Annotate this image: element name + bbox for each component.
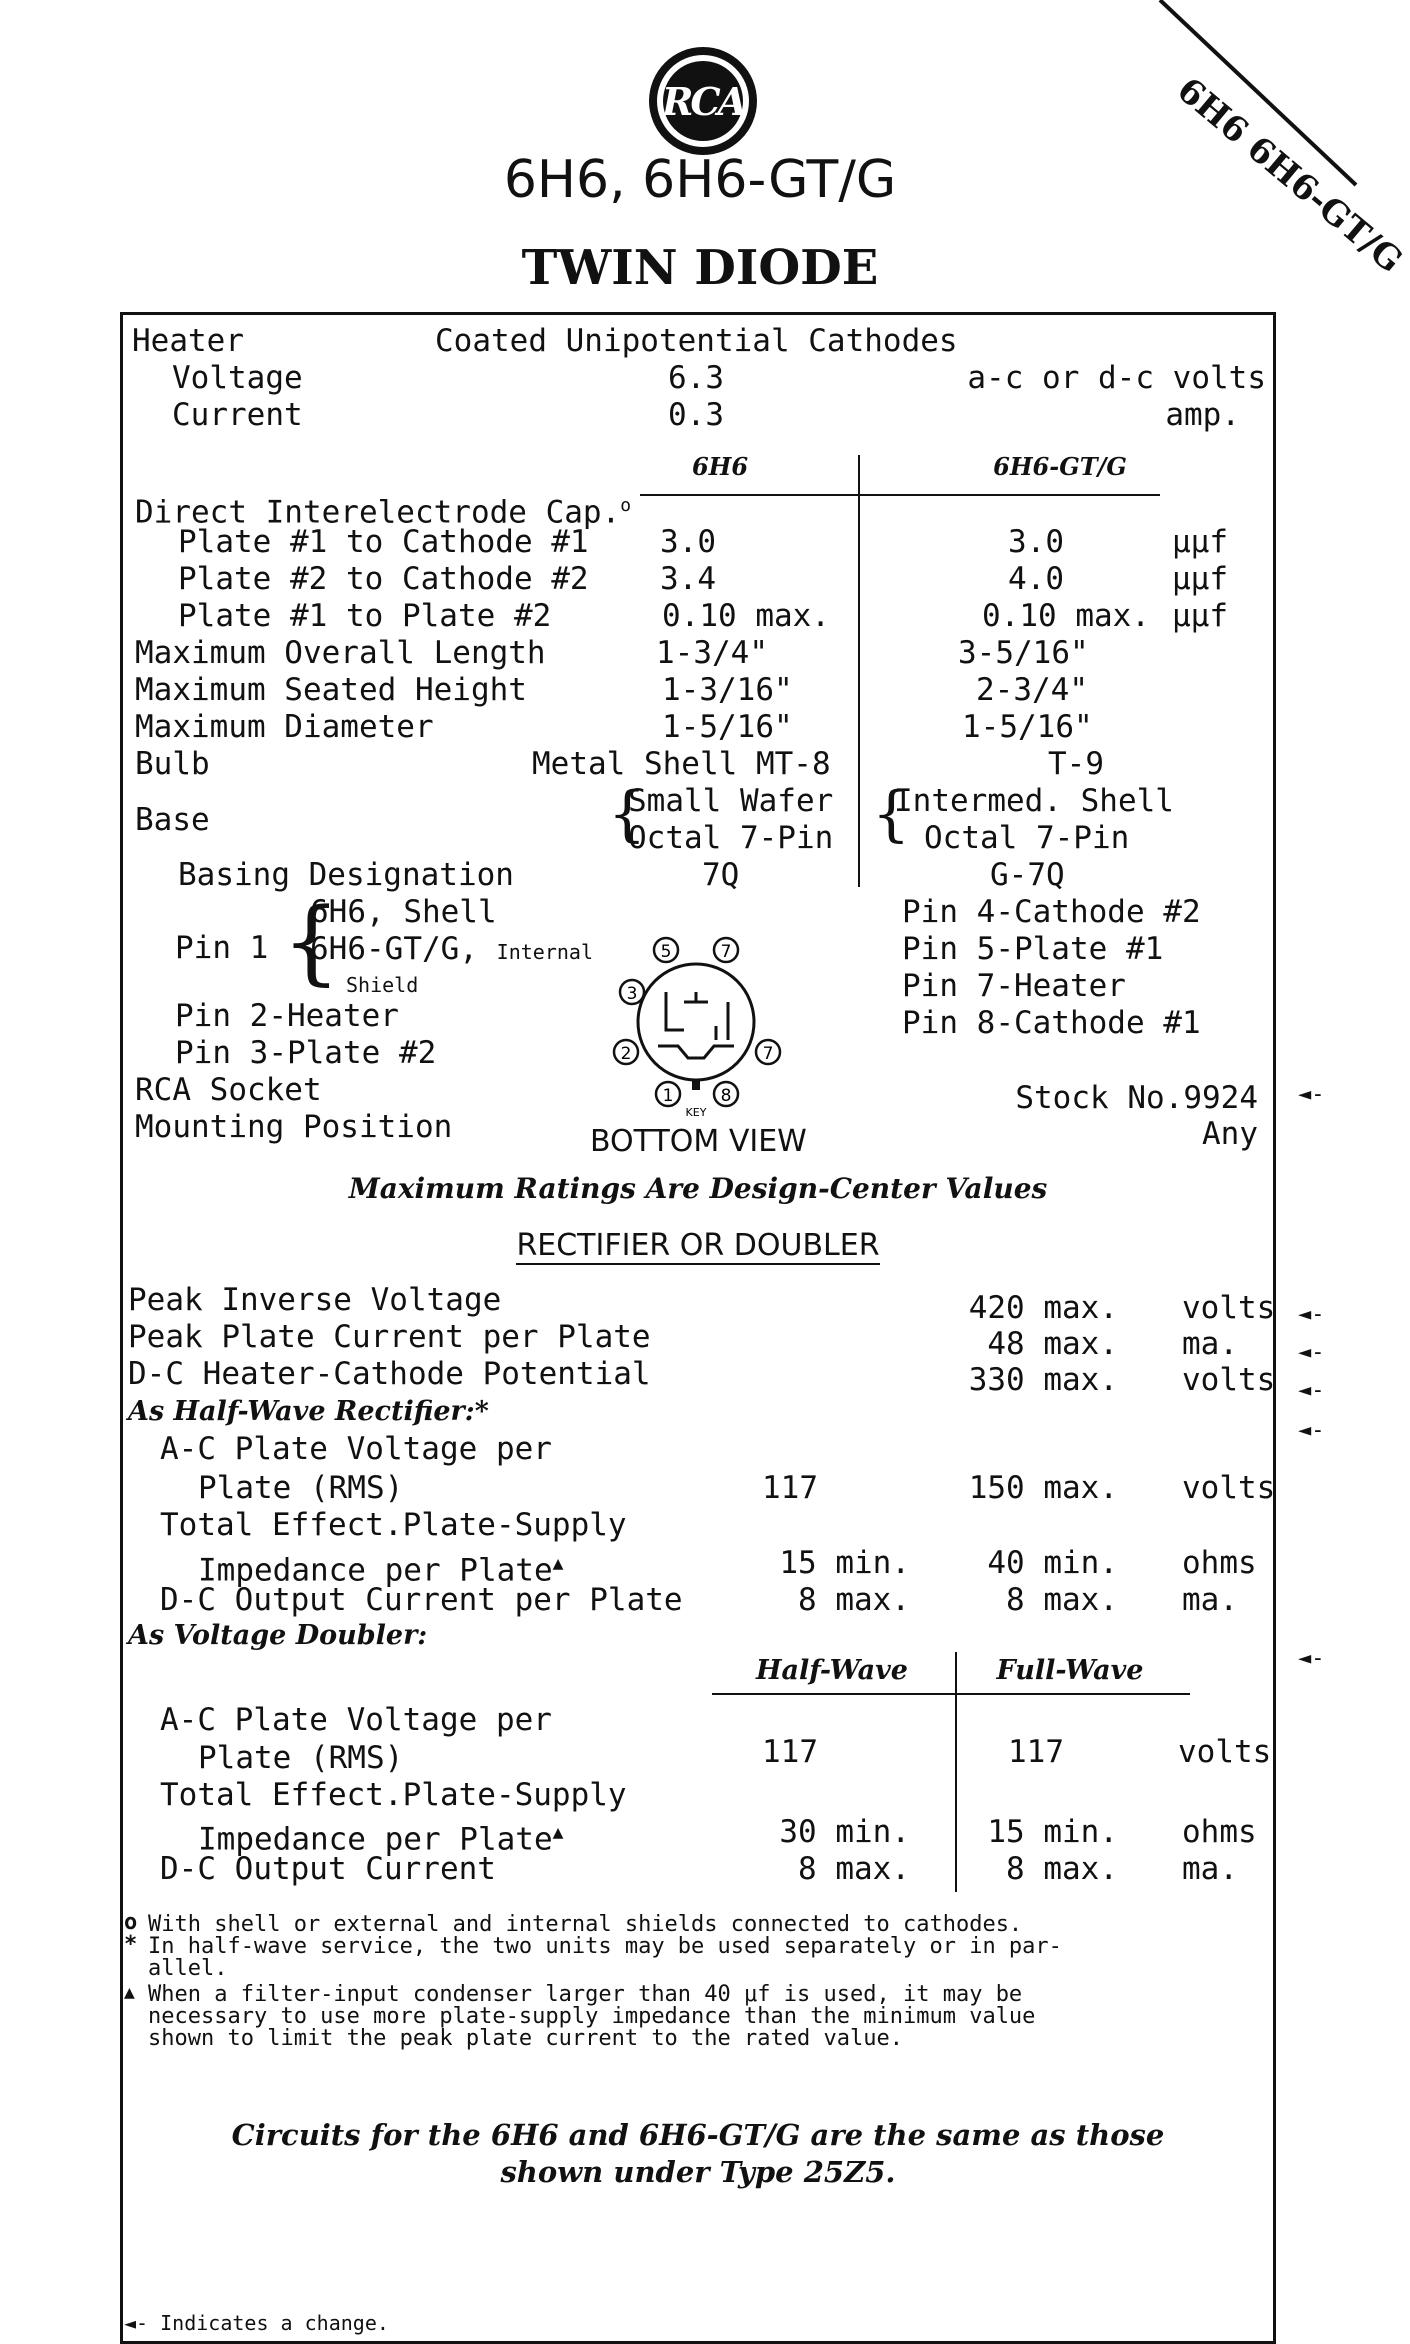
- dbl-ac-label-1: A-C Plate Voltage per: [160, 1702, 552, 1738]
- column-header-6h6: 6H6: [691, 452, 749, 481]
- footnote-3-cont-1: necessary to use more plate-supply impedance than the minimum value: [148, 2004, 1036, 2029]
- column-header-rule: [640, 494, 1160, 496]
- dbl-ac-label-2: Plate (RMS): [198, 1740, 404, 1776]
- pin1-line2-small: Internal: [496, 940, 593, 964]
- pin2-label: Pin 2-Heater: [175, 998, 399, 1034]
- base-brace-left: {: [608, 779, 647, 849]
- dim-length-label: Maximum Overall Length: [135, 635, 546, 671]
- section-title: [120, 1228, 1276, 1263]
- footnote-1: With shell or external and internal shields connected to cathodes.: [148, 1912, 1023, 1937]
- footnote-mark-2: *: [124, 1932, 138, 1957]
- diagram-key-label: KEY: [685, 1106, 707, 1119]
- base-6h6-line2: Octal 7-Pin: [628, 820, 834, 856]
- corner-tag-text: 6H6 6H6-GT/G: [1169, 70, 1410, 282]
- page-title: TWIN DIODE: [521, 240, 879, 296]
- hw-imp-v1: 15 min.: [779, 1545, 910, 1581]
- cathode-type: Coated Unipotential Cathodes: [435, 323, 958, 359]
- heater-cathode-label: D-C Heater-Cathode Potential: [128, 1356, 651, 1392]
- dim-height-label: Maximum Seated Height: [135, 672, 527, 708]
- bulb-6h6: Metal Shell MT-8: [532, 746, 831, 782]
- rca-logo: [647, 45, 759, 157]
- footnote-2: In half-wave service, the two units may be used separately or in par-: [148, 1934, 1062, 1959]
- hw-dc-v2: 8 max.: [1006, 1582, 1118, 1618]
- rca-logo-text: RCA: [661, 79, 745, 124]
- footnote-3-cont-2: shown to limit the peak plate current to the rated value.: [148, 2026, 903, 2051]
- diagram-heater: [658, 1046, 734, 1058]
- dbl-dc-unit: ma.: [1182, 1851, 1238, 1887]
- heater-cathode-unit: volts: [1182, 1362, 1276, 1398]
- base-6h6-line1: Small Wafer: [628, 783, 834, 819]
- pin1-label: Pin 1: [175, 930, 269, 966]
- hw-ac-label-1: A-C Plate Voltage per: [160, 1431, 552, 1467]
- cap-row-3-6h6gt: 0.10 max.: [982, 598, 1150, 634]
- dbl-imp-mark: ▲: [552, 1822, 564, 1843]
- dim-diameter-label: Maximum Diameter: [135, 709, 434, 745]
- footnote-3: When a filter-input condenser larger than 40 μf is used, it may be: [148, 1982, 1023, 2007]
- change-arrow-peak-inverse: ◄-: [1298, 1302, 1325, 1327]
- hw-ac-unit: volts: [1182, 1470, 1276, 1506]
- diagram-cathodes: [716, 1002, 728, 1040]
- hw-ac-label-2: Plate (RMS): [198, 1470, 404, 1506]
- heater-cathode-value: 330 max.: [968, 1362, 1118, 1398]
- capacitance-label: Direct Interelectrode Cap.$^o$: [135, 494, 632, 531]
- cap-row-1-6h6: 3.0: [660, 524, 716, 560]
- basing-6h6: 7Q: [702, 857, 740, 893]
- hw-imp-mark: ▲: [552, 1553, 564, 1574]
- dim-height-6h6gt: 2-3/4": [976, 672, 1088, 708]
- cap-row-3-6h6: 0.10 max.: [662, 598, 830, 634]
- peak-inverse-value: 420 max.: [968, 1290, 1118, 1326]
- pin1-brace: {: [282, 888, 341, 995]
- cap-row-3-unit: μμf: [1172, 598, 1228, 634]
- type-number: 6H6, 6H6-GT/G: [503, 150, 897, 210]
- dbl-imp-unit: ohms: [1182, 1814, 1257, 1850]
- change-arrow-heater-cathode: ◄-: [1298, 1378, 1325, 1403]
- change-arrow-doubler: ◄-: [1298, 1646, 1325, 1671]
- dbl-imp-label-2: Impedance per Plate▲: [198, 1821, 564, 1858]
- dim-diameter-6h6gt: 1-5/16": [962, 709, 1093, 745]
- footnote-mark-1: o: [124, 1910, 138, 1935]
- peak-inverse-label: Peak Inverse Voltage: [128, 1282, 502, 1318]
- tube-outline: [638, 964, 754, 1080]
- pin1-line1: 6H6, Shell: [310, 894, 497, 930]
- dbl-dc-label: D-C Output Current: [160, 1851, 496, 1887]
- pin5-label: Pin 5-Plate #1: [902, 931, 1164, 967]
- dbl-dc-v1: 8 max.: [798, 1851, 910, 1887]
- dim-length-6h6: 1-3/4": [656, 635, 768, 671]
- socket-label: RCA Socket: [135, 1072, 322, 1108]
- peak-current-value: 48 max.: [987, 1326, 1118, 1362]
- hw-ac-v2: 150 max.: [968, 1470, 1118, 1506]
- hw-dc-unit: ma.: [1182, 1582, 1238, 1618]
- doubler-heading: As Voltage Doubler:: [128, 1620, 428, 1651]
- mounting-label: Mounting Position: [135, 1109, 453, 1145]
- base-diagram: [596, 930, 796, 1120]
- dbl-dc-v2: 8 max.: [1006, 1851, 1118, 1887]
- basing-6h6gt: G-7Q: [990, 857, 1065, 893]
- diagram-pin-3: 3: [626, 984, 638, 1004]
- column-header-6h6-gt-g: 6H6-GT/G: [993, 452, 1127, 481]
- heater-current-label: Current: [172, 397, 303, 433]
- peak-current-unit: ma.: [1182, 1326, 1238, 1362]
- peak-current-label: Peak Plate Current per Plate: [128, 1319, 651, 1355]
- dim-height-6h6: 1-3/16": [662, 672, 793, 708]
- footnote-mark-3: ▲: [124, 1982, 135, 2003]
- diagram-pin-4: 5: [660, 942, 672, 962]
- diagram-plate-1: [666, 992, 708, 1030]
- hw-imp-v2: 40 min.: [987, 1545, 1118, 1581]
- dbl-ac-v2: 117: [1008, 1734, 1064, 1770]
- dim-diameter-6h6: 1-5/16": [662, 709, 793, 745]
- diagram-pin-1: 1: [662, 1086, 674, 1106]
- bulb-6h6gt: T-9: [1048, 746, 1104, 782]
- hw-imp-label-2: Impedance per Plate▲: [198, 1552, 564, 1589]
- heater-voltage-unit: a-c or d-c volts: [967, 360, 1266, 396]
- capacitance-footnote-mark: o: [620, 495, 632, 516]
- dbl-ac-v1: 117: [762, 1734, 818, 1770]
- cap-row-2-label: Plate #2 to Cathode #2: [178, 561, 589, 597]
- diagram-pin-8: 8: [720, 1086, 732, 1106]
- cap-row-1-label: Plate #1 to Cathode #1: [178, 524, 589, 560]
- doubler-header-rule: [712, 1693, 1190, 1695]
- change-arrow-half-wave: ◄-: [1298, 1418, 1325, 1443]
- section-title-text: RECTIFIER OR DOUBLER: [516, 1228, 880, 1263]
- dbl-imp-v1: 30 min.: [779, 1814, 910, 1850]
- cap-row-1-unit: μμf: [1172, 524, 1228, 560]
- cap-row-2-6h6gt: 4.0: [1008, 561, 1064, 597]
- change-legend: [124, 2310, 389, 2336]
- heater-voltage-value: 6.3: [668, 360, 724, 396]
- hw-imp-unit: ohms: [1182, 1545, 1257, 1581]
- heater-current-unit: amp.: [1165, 397, 1240, 433]
- heater-voltage-label: Voltage: [172, 360, 303, 396]
- diagram-pin-2: 2: [620, 1044, 632, 1064]
- change-legend-arrow: ◄-: [124, 2311, 149, 2335]
- bulb-label: Bulb: [135, 746, 210, 782]
- half-wave-heading: As Half-Wave Rectifier:*: [128, 1396, 489, 1427]
- change-arrow-socket: ◄-: [1298, 1082, 1325, 1107]
- pin7-label: Pin 7-Heater: [902, 968, 1126, 1004]
- hw-ac-v1: 117: [762, 1470, 818, 1506]
- doubler-col-full-wave: Full-Wave: [996, 1655, 1144, 1686]
- socket-value: Stock No.9924: [1015, 1080, 1258, 1116]
- hw-imp-label-1: Total Effect.Plate-Supply: [160, 1507, 627, 1543]
- mounting-value: Any: [1202, 1116, 1258, 1152]
- pin3-label: Pin 3-Plate #2: [175, 1035, 437, 1071]
- base-6h6gt-line1: Intermed. Shell: [894, 783, 1174, 819]
- cap-row-2-unit: μμf: [1172, 561, 1228, 597]
- cap-row-2-6h6: 3.4: [660, 561, 716, 597]
- dbl-ac-unit: volts: [1178, 1734, 1272, 1770]
- hw-dc-label: D-C Output Current per Plate: [160, 1582, 683, 1618]
- dim-length-6h6gt: 3-5/16": [958, 635, 1089, 671]
- heater-current-value: 0.3: [668, 397, 724, 433]
- circuits-note-line-2: shown under Type 25Z5.: [500, 2155, 896, 2189]
- pin8-label: Pin 8-Cathode #1: [902, 1005, 1201, 1041]
- basing-label: Basing Designation: [178, 857, 514, 893]
- dbl-imp-label-1: Total Effect.Plate-Supply: [160, 1777, 627, 1813]
- base-brace-right: {: [872, 779, 911, 849]
- circuits-note-line-1: Circuits for the 6H6 and 6H6-GT/G are the same as those: [231, 2118, 1165, 2152]
- pin1-line2: 6H6-GT/G, Internal: [310, 931, 593, 967]
- diagram-pin-5: 7: [720, 942, 732, 962]
- ratings-note: Maximum Ratings Are Design-Center Values: [348, 1172, 1048, 1205]
- hw-dc-v1: 8 max.: [798, 1582, 910, 1618]
- peak-inverse-unit: volts: [1182, 1290, 1276, 1326]
- column-divider: [858, 455, 860, 887]
- dbl-imp-v2: 15 min.: [987, 1814, 1118, 1850]
- pin1-line3: Shield: [346, 973, 419, 997]
- pin4-label: Pin 4-Cathode #2: [902, 894, 1201, 930]
- base-6h6gt-line2: Octal 7-Pin: [924, 820, 1130, 856]
- doubler-col-half-wave: Half-Wave: [756, 1655, 908, 1686]
- footnote-2-cont: allel.: [148, 1956, 228, 1981]
- base-label: Base: [135, 802, 210, 838]
- change-arrow-peak-current: ◄-: [1298, 1340, 1325, 1365]
- bottom-view-label: BOTTOM VIEW: [590, 1124, 807, 1159]
- diagram-pin-7: 7: [762, 1044, 774, 1064]
- heater-label: Heater: [132, 323, 244, 359]
- cap-row-1-6h6gt: 3.0: [1008, 524, 1064, 560]
- change-legend-text: Indicates a change.: [160, 2311, 389, 2335]
- cap-row-3-label: Plate #1 to Plate #2: [178, 598, 552, 634]
